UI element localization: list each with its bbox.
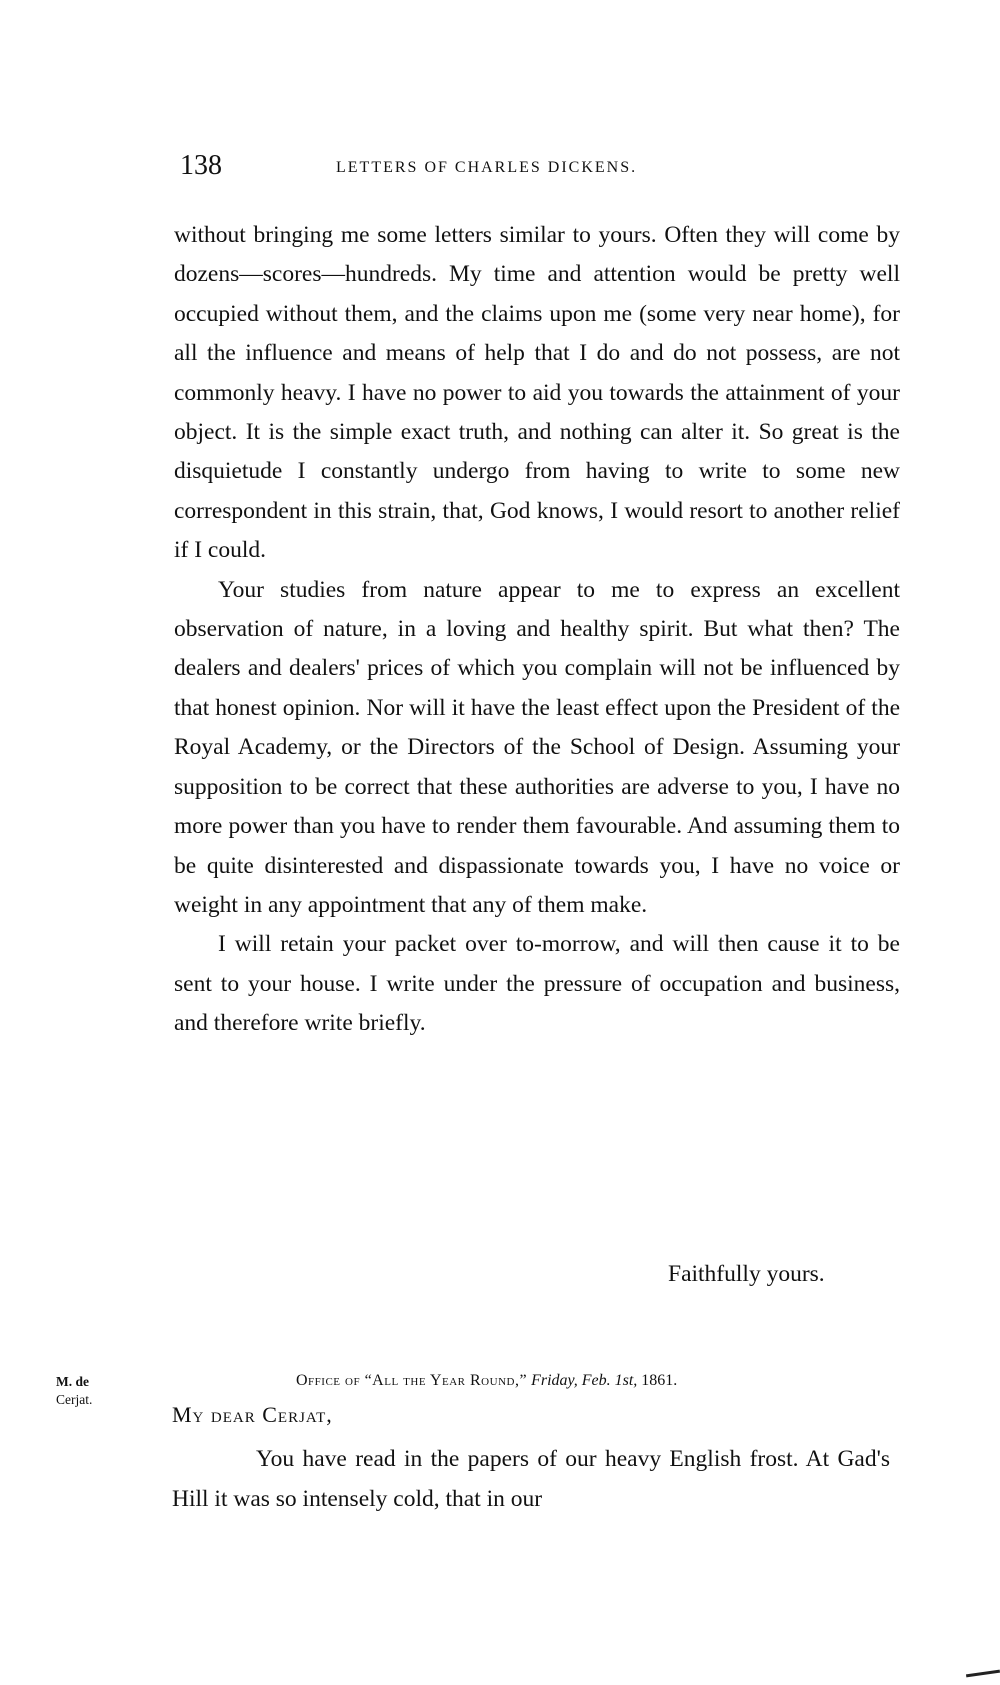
letter-closing: Faithfully yours.: [668, 1261, 825, 1287]
letter-body: [174, 216, 900, 1044]
page-number: 138: [180, 150, 222, 181]
paragraph-studies: Your studies from nature appear to me to express an excellent observation of nature, in a loving and healthy spirit. But what then? The dealers and dealers' prices of which you complain will not be influenced by that honest opinion. Nor will it have the least effect upon the President of the Royal Academy, or the Directors of the School of Design. Assuming your supposition to be correct that these authorities are adverse to you, I have no more power than you have to render them favourable. And assuming them to be quite disinterested and dispassionate towards you, I have no voice or weight in any appointment that any of them make.: [174, 576, 900, 918]
dateline-date: Feb. 1st,: [581, 1372, 638, 1389]
paragraph-continued: without bringing me some letters similar to yours. Often they will come by dozens—scores—hundreds. My time and attention would be pretty well occupied without them, and the claims upon me (some very near home), for all the influence and means of help that I do and do not possess, are not commonly heavy. I have no power to aid you towards the attainment of your object. It is the simple exact truth, and nothing can alter it. So great is the disquietude I constantly undergo from having to write to some new correspondent in this strain, that, God knows, I would resort to another relief if I could.: [174, 222, 900, 564]
page-header: [180, 150, 900, 190]
margin-note-line: Cerjat.: [56, 1392, 93, 1407]
margin-note: [56, 1373, 92, 1409]
dateline-day: Friday,: [531, 1372, 578, 1389]
letter-salutation: My dear Cerjat,: [172, 1402, 333, 1427]
running-head: LETTERS OF CHARLES DICKENS.: [336, 159, 638, 176]
dateline-year: 1861.: [641, 1372, 678, 1389]
paragraph-packet: I will retain your packet over to-morrow, and will then cause it to be sent to your house. I write under the pressure of occupation and business, and therefore write briefly.: [174, 931, 900, 1037]
paragraph-frost: You have read in the papers of our heavy English frost. At Gad's Hill it was so intensely cold, that in our: [172, 1446, 890, 1512]
letter2-body: [172, 1439, 890, 1519]
dateline-place: Office of “All the Year Round,”: [296, 1372, 528, 1389]
scan-mark: [966, 1670, 1000, 1678]
margin-note-line: M. de: [56, 1374, 89, 1389]
letter-dateline: [296, 1372, 677, 1390]
